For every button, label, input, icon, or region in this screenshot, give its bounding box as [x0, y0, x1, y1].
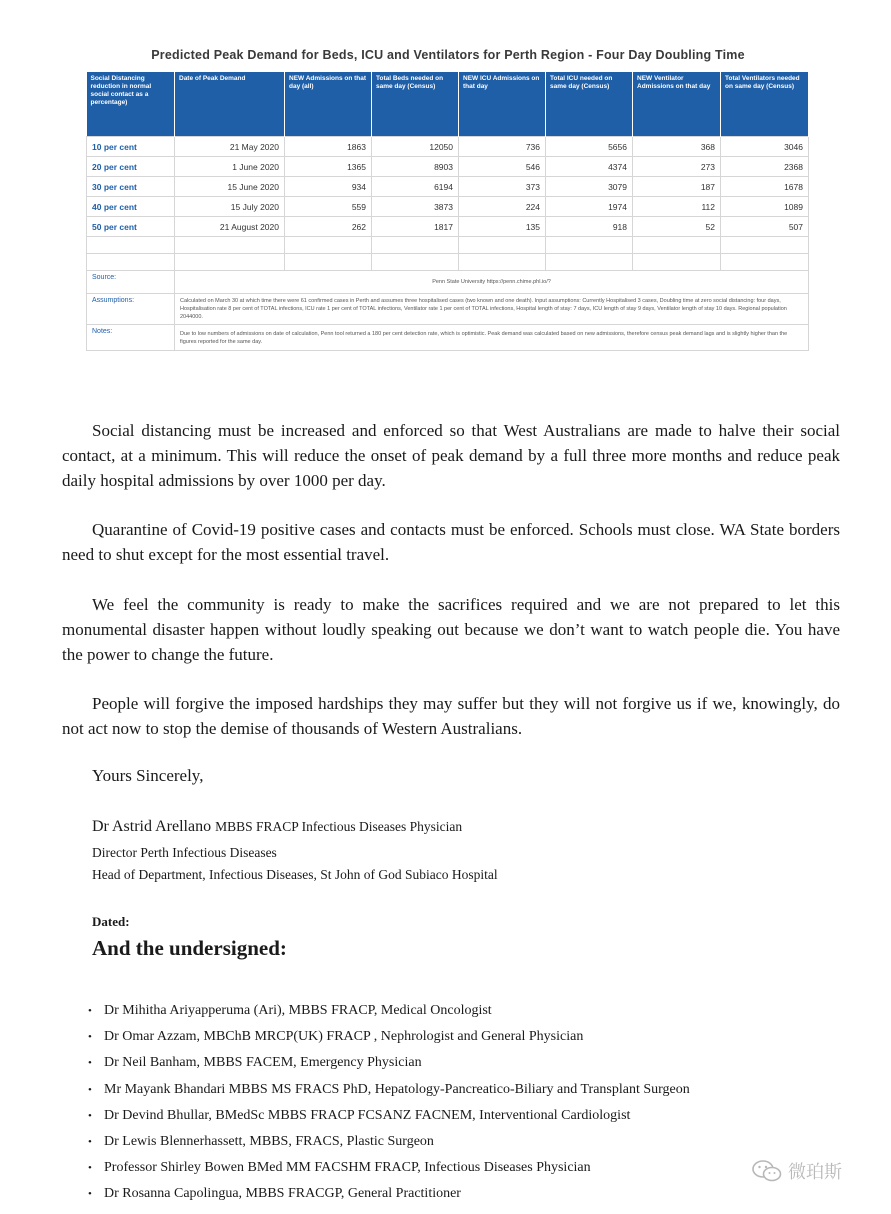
table-cell	[175, 254, 285, 271]
table-cell	[633, 237, 721, 254]
undersigned-heading: And the undersigned:	[92, 936, 287, 960]
list-item	[88, 1181, 690, 1207]
table-cell: 5656	[546, 137, 633, 157]
table-cell: 1678	[721, 177, 809, 197]
table-cell: 1089	[721, 197, 809, 217]
bullet-icon: •	[88, 1005, 92, 1017]
watermark-text: 微珀斯	[788, 1162, 842, 1183]
table-cell: 273	[633, 157, 721, 177]
table-cell: 559	[285, 197, 372, 217]
table-cell: 12050	[372, 137, 459, 157]
table-cell: 736	[459, 137, 546, 157]
table-cell: 546	[459, 157, 546, 177]
table-cell	[175, 237, 285, 254]
list-item	[88, 1024, 690, 1050]
signer-text: Dr Devind Bhullar, BMedSc MBBS FRACP FCSANZ FACNEM, Interventional Cardiologist	[104, 1107, 631, 1123]
list-item	[88, 1050, 690, 1076]
note-text: Calculated on March 30 at which time there were 61 confirmed cases in Perth and assumes three hospitalised cases (two known and one death). Input assumptions: Currently Hospitalised 3 cases, Doubling time at zero social distancing: four days, Hospitalisation rate 8 per cent of TOTAL infections, ICU rate 1 per cent of TOTAL infections, Ventilator rate 1 per cent of TOTAL infections, Hospital length of stay: 7 days, ICU length of stay 9 days, Ventilator length of stay 10 days. Regional population 2044000.	[175, 294, 809, 325]
wechat-icon	[752, 1159, 782, 1183]
table-cell: 21 May 2020	[175, 137, 285, 157]
table-header-cell: NEW ICU Admissions on that day	[459, 72, 546, 137]
paragraph: Quarantine of Covid-19 positive cases and contacts must be enforced. Schools must close. WA State borders need to shut except for the most essential travel.	[62, 520, 840, 564]
table-row	[87, 177, 809, 197]
table-header-cell: Date of Peak Demand	[175, 72, 285, 137]
dated-label: Dated:	[92, 914, 130, 929]
bullet-icon: •	[88, 1188, 92, 1201]
row-label-cell: 20 per cent	[87, 157, 175, 177]
signatory-credentials: MBBS FRACP Infectious Diseases Physician	[215, 819, 463, 834]
table-cell	[372, 254, 459, 271]
bullet-icon: •	[88, 1057, 92, 1070]
signer-text: Dr Lewis Blennerhassett, MBBS, FRACS, Plastic Surgeon	[104, 1134, 434, 1150]
row-label-cell: 10 per cent	[87, 137, 175, 157]
table-cell	[285, 237, 372, 254]
table-cell: 6194	[372, 177, 459, 197]
empty-table-row	[87, 237, 809, 254]
note-text: Due to low numbers of admissions on date of calculation, Penn tool returned a 180 per cent detection rate, which is optimistic. Peak demand was calculated based on new admissions, therefore census peak demand lags and is slightly higher than the figures reported for the same day.	[175, 325, 809, 351]
table-header-cell: Social Distancing reduction in normal social contact as a percentage)	[87, 72, 175, 137]
bullet-icon: •	[88, 1162, 92, 1175]
table-cell: 15 June 2020	[175, 177, 285, 197]
table-cell: 4374	[546, 157, 633, 177]
table-header-cell: Total Ventilators needed on same day (Census)	[721, 72, 809, 137]
row-label-cell: 40 per cent	[87, 197, 175, 217]
signatory-title: Director Perth Infectious Diseases	[92, 845, 277, 860]
table-cell	[285, 254, 372, 271]
note-label: Notes:	[87, 325, 175, 351]
table-cell: 8903	[372, 157, 459, 177]
signers-list	[88, 998, 690, 1208]
table-body	[87, 137, 809, 351]
table-cell: 1863	[285, 137, 372, 157]
table-cell: 934	[285, 177, 372, 197]
bullet-icon: •	[88, 1083, 92, 1096]
empty-table-row	[87, 254, 809, 271]
table-cell	[459, 254, 546, 271]
table-header-cell: Total ICU needed on same day (Census)	[546, 72, 633, 137]
bullet-icon: •	[88, 1031, 92, 1044]
table-title: Predicted Peak Demand for Beds, ICU and Ventilators for Perth Region - Four Day Doubling Time	[151, 48, 745, 62]
table-cell: 3046	[721, 137, 809, 157]
signatory-department: Head of Department, Infectious Diseases, St John of God Subiaco Hospital	[92, 867, 498, 882]
signer-text: Dr Mihitha Ariyapperuma (Ari), MBBS FRACP, Medical Oncologist	[104, 1003, 492, 1018]
table-cell: 1 June 2020	[175, 157, 285, 177]
table-cell: 1974	[546, 197, 633, 217]
list-item	[88, 1129, 690, 1155]
demand-table	[86, 72, 809, 351]
list-item	[88, 1155, 690, 1181]
table-note-row	[87, 325, 809, 351]
table-note-row	[87, 271, 809, 294]
list-item	[88, 1077, 690, 1103]
table-cell: 262	[285, 217, 372, 237]
table-cell: 112	[633, 197, 721, 217]
table-cell: 1817	[372, 217, 459, 237]
table-cell	[459, 237, 546, 254]
signer-text: Professor Shirley Bowen BMed MM FACSHM FRACP, Infectious Diseases Physician	[104, 1160, 591, 1176]
table-header-cell: NEW Admissions on that day (all)	[285, 72, 372, 137]
table-header-cell: NEW Ventilator Admissions on that day	[633, 72, 721, 137]
table-cell: 1365	[285, 157, 372, 177]
signatory	[92, 818, 462, 836]
table-row	[87, 197, 809, 217]
bullet-icon: •	[88, 1109, 92, 1122]
table-row	[87, 217, 809, 237]
table-cell: 373	[459, 177, 546, 197]
table-cell: 3873	[372, 197, 459, 217]
row-label-cell: 30 per cent	[87, 177, 175, 197]
table-cell	[372, 237, 459, 254]
paragraph: We feel the community is ready to make the sacrifices required and we are not prepared to let this monumental disaster happen without loudly speaking out because we don’t want to watch people die. You have the power to change the future.	[62, 595, 840, 664]
closing-salutation: Yours Sincerely,	[92, 766, 204, 785]
table-cell	[546, 237, 633, 254]
table-cell: 224	[459, 197, 546, 217]
list-item	[88, 998, 690, 1024]
table-cell	[87, 254, 175, 271]
table-row	[87, 157, 809, 177]
table-cell	[633, 254, 721, 271]
row-label-cell: 50 per cent	[87, 217, 175, 237]
note-text: Penn State University https://penn.chime.phl.io/?	[175, 271, 809, 294]
bullet-icon: •	[88, 1136, 92, 1149]
table-cell: 3079	[546, 177, 633, 197]
signer-text: Dr Rosanna Capolingua, MBBS FRACGP, General Practitioner	[104, 1186, 461, 1202]
table-cell: 21 August 2020	[175, 217, 285, 237]
table-cell	[87, 237, 175, 254]
watermark	[752, 1158, 842, 1184]
signer-text: Dr Omar Azzam, MBChB MRCP(UK) FRACP , Nephrologist and General Physician	[104, 1029, 584, 1045]
table-cell: 15 July 2020	[175, 197, 285, 217]
demand-table-wrapper	[86, 72, 808, 351]
signer-text: Mr Mayank Bhandari MBBS MS FRACS PhD, Hepatology-Pancreatico-Biliary and Transplant Surgeon	[104, 1081, 690, 1097]
table-header-row	[87, 72, 809, 137]
note-label: Assumptions:	[87, 294, 175, 325]
note-label: Source:	[87, 271, 175, 294]
table-cell: 918	[546, 217, 633, 237]
signer-text: Dr Neil Banham, MBBS FACEM, Emergency Physician	[104, 1055, 422, 1071]
paragraph: Social distancing must be increased and enforced so that West Australians are made to halve their social contact, at a minimum. This will reduce the onset of peak demand by a full three more months and reduce peak daily hospital admissions by over 1000 per day.	[62, 421, 840, 490]
table-cell: 187	[633, 177, 721, 197]
table-cell	[721, 237, 809, 254]
table-cell	[546, 254, 633, 271]
table-cell: 368	[633, 137, 721, 157]
signatory-name: Dr Astrid Arellano	[92, 818, 212, 835]
paragraph: People will forgive the imposed hardships they may suffer but they will not forgive us if we, knowingly, do not act now to stop the demise of thousands of Western Australians.	[62, 694, 840, 738]
table-cell: 52	[633, 217, 721, 237]
table-note-row	[87, 294, 809, 325]
table-cell: 507	[721, 217, 809, 237]
table-row	[87, 137, 809, 157]
table-cell: 2368	[721, 157, 809, 177]
table-cell: 135	[459, 217, 546, 237]
table-header-cell: Total Beds needed on same day (Census)	[372, 72, 459, 137]
list-item	[88, 1103, 690, 1129]
table-cell	[721, 254, 809, 271]
